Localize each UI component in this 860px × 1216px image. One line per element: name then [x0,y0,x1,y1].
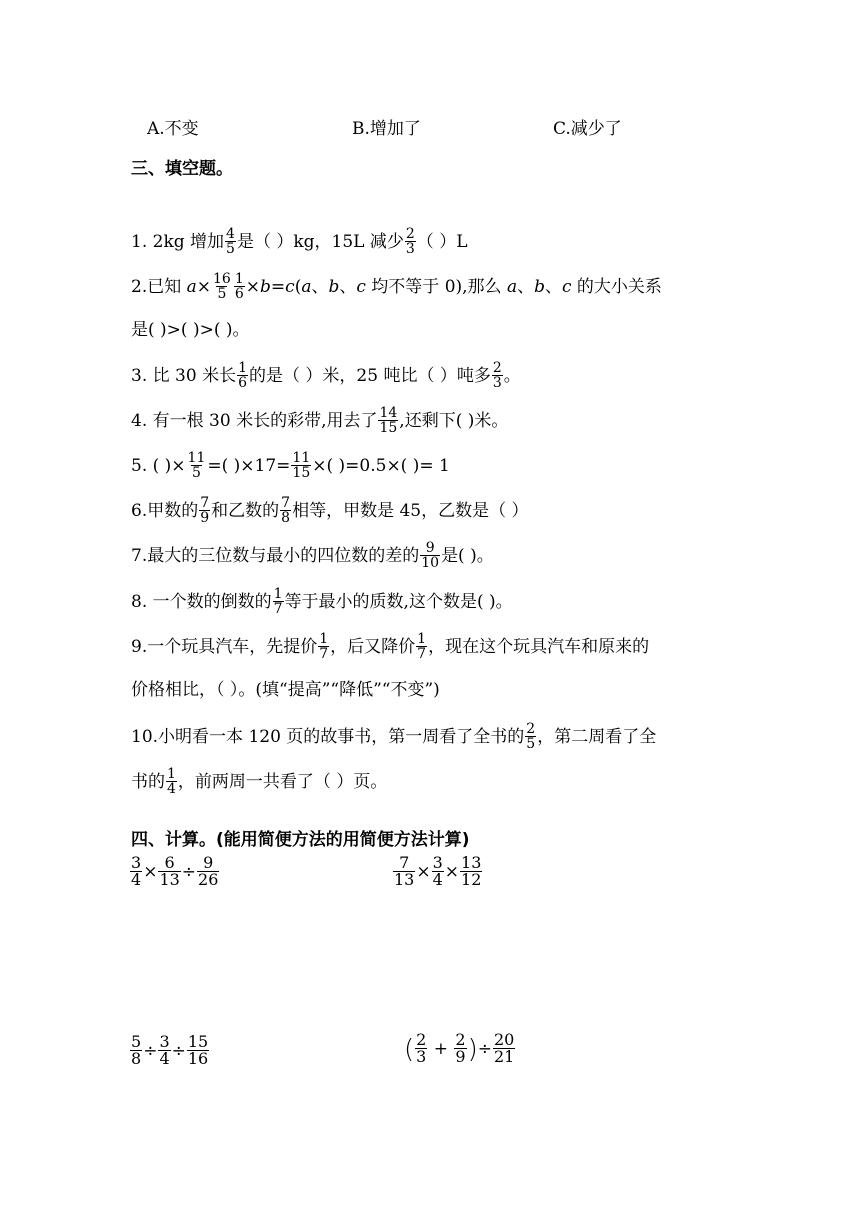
calc-1: $\frac{3}{4}$ × $\frac{6}{13}$ ÷ $\frac{9}{26}$ [131,853,219,889]
question-9: 9.一个玩具汽车，先提价 $\frac{1}{7}$ ，后又降价 $\frac{1}{7}$ ，现在这个玩具汽车和原来的 [131,631,650,662]
question-9-line-2: 价格相比，（ ）。(填“提高”“降低”“不变”) [131,680,440,700]
question-6: 6.甲数的 $\frac{7}{9}$ 和乙数的 $\frac{7}{8}$ 相等，甲数是 45，乙数是（ ） [131,495,529,526]
question-10: 10.小明看一本 120 页的故事书，第一周看了全书的 $\frac{2}{5}$ ，第二周看了全 [131,721,657,752]
calc-4: ( $\frac{2}{3}$ + $\frac{2}{9}$ )÷ $\frac{20}{21}$ [404,1030,515,1066]
section-4-title: 四、计算。(能用简便方法的用简便方法计算) [131,830,470,850]
question-5: 5. ( )× $\frac{11}{5}$ =( )×17= $\frac{11}{15}$ ×( )=0.5×( )= 1 [131,450,450,481]
question-1: 1. 2kg 增加 $\frac{4}{5}$ 是（ ）kg，15L 减少 $\frac{2}{3}$ （ ）L [131,226,468,257]
question-10-line-2: 书的 $\frac{1}{4}$ ，前两周一共看了（ ）页。 [131,766,388,797]
calc-3: $\frac{5}{8}$ ÷ $\frac{3}{4}$ ÷ $\frac{15}{16}$ [131,1032,209,1068]
option-a: A.不变 [147,119,199,139]
section-3-title: 三、填空题。 [131,159,233,179]
question-2-line-2: 是( )>( )>( )。 [131,320,250,340]
question-2: 2.已知 a× $\frac{16}{5}$ $\frac{1}{6}$ ×b=c(a、b、c 均不等于 0),那么 a、b、c 的大小关系 [131,271,662,302]
option-b: B.增加了 [352,119,421,139]
option-c: C.减少了 [553,119,622,139]
calc-2: $\frac{7}{13}$ × $\frac{3}{4}$ × $\frac{13}{12}$ [394,853,482,889]
question-8: 8. 一个数的倒数的 $\frac{1}{7}$ 等于最小的质数,这个数是( )。 [131,586,513,617]
question-7: 7.最大的三位数与最小的四位数的差的 $\frac{9}{10}$ 是( )。 [131,540,494,571]
question-3: 3. 比 30 米长 $\frac{1}{6}$ 的是（ ）米，25 吨比（ ）吨多 $\frac{2}{3}$ 。 [131,360,521,391]
question-4: 4. 有一根 30 米长的彩带,用去了 $\frac{14}{15}$ ,还剩下( )米。 [131,405,509,436]
